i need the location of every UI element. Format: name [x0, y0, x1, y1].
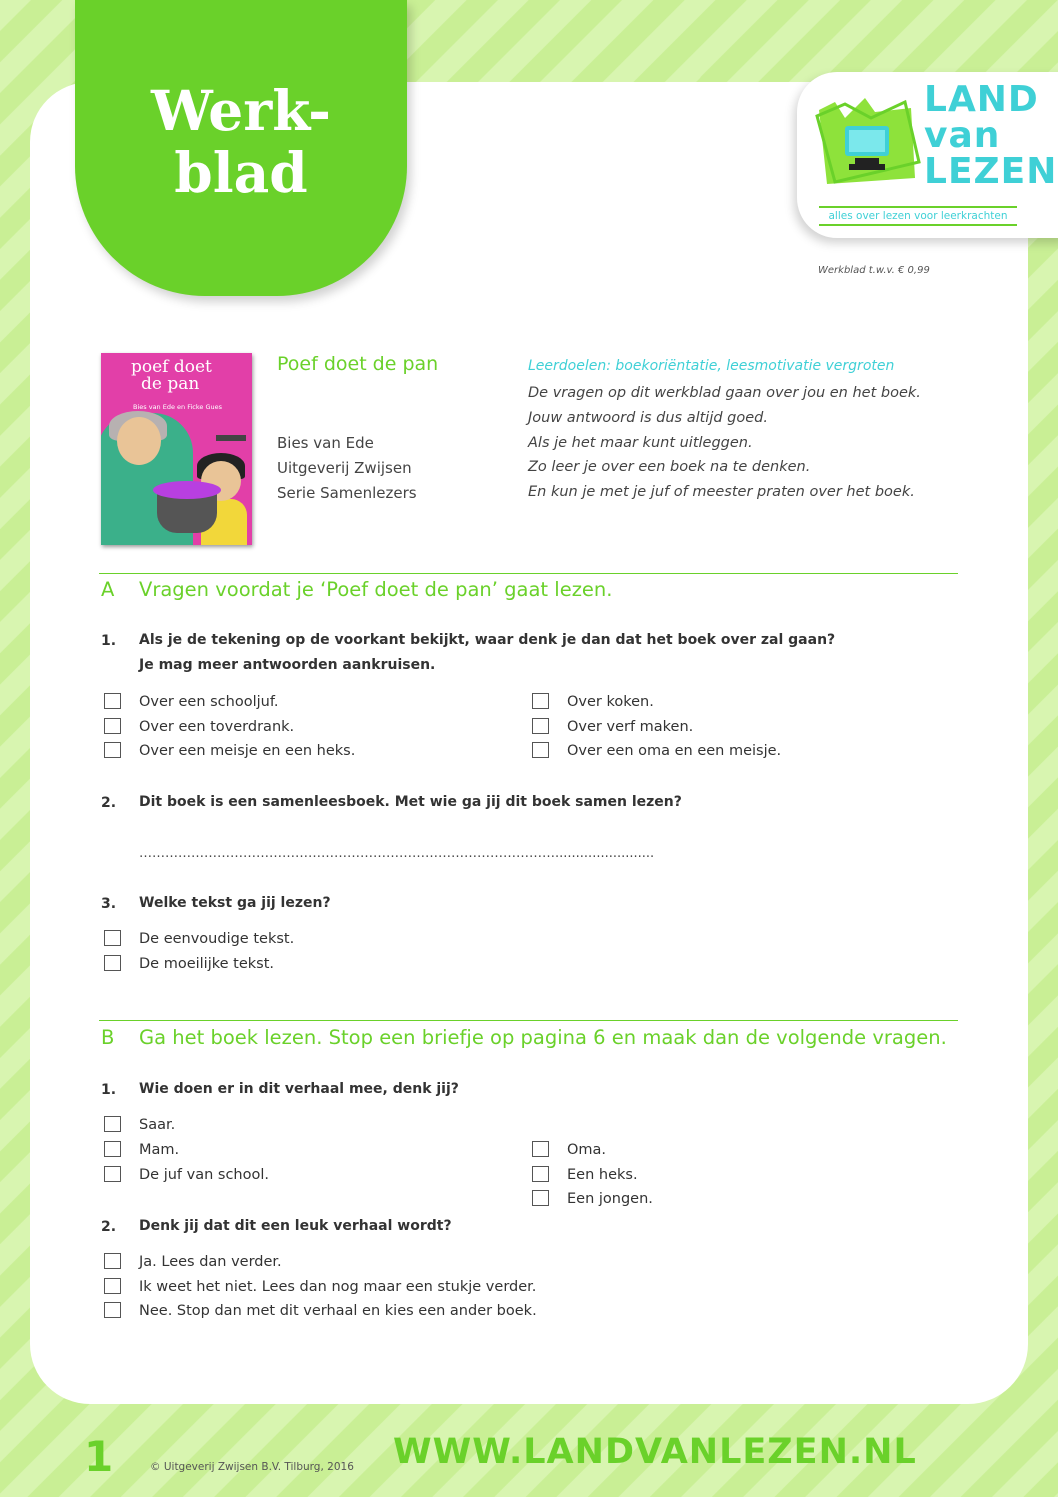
checkbox[interactable]: [104, 1253, 121, 1269]
book-title: Poef doet de pan: [277, 353, 439, 375]
question-text: [139, 628, 835, 678]
page-number: 1: [84, 1432, 114, 1481]
option-label: De eenvoudige tekst.: [139, 931, 295, 947]
option-label: Over een oma en een meisje.: [567, 743, 782, 759]
goals-line: Als je het maar kunt uitleggen.: [528, 434, 753, 451]
logo-tagline: alles over lezen voor leerkrachten: [819, 206, 1017, 226]
section-divider: [99, 1020, 958, 1021]
cover-label: [216, 435, 246, 441]
option-label: Mam.: [139, 1142, 180, 1158]
book-meta: [277, 431, 417, 506]
question-number: 1.: [101, 1082, 117, 1098]
goals-text: [528, 381, 921, 505]
goals-line: Zo leer je over een boek na te denken.: [528, 459, 811, 476]
checkbox[interactable]: [104, 1278, 121, 1294]
question-number: 2.: [101, 795, 117, 811]
checkbox[interactable]: [104, 930, 121, 946]
werkblad-tab: [75, 0, 407, 296]
section-divider: [99, 573, 958, 574]
option-label: Ja. Lees dan verder.: [139, 1254, 282, 1270]
section-b-letter: B: [101, 1026, 115, 1049]
option-label: Een jongen.: [567, 1191, 653, 1207]
checkbox[interactable]: [104, 1141, 121, 1157]
option-label: Nee. Stop dan met dit verhaal en kies een ander boek.: [139, 1303, 537, 1319]
option-label: Over verf maken.: [567, 719, 694, 735]
logo-line3: LEZEN: [924, 151, 1058, 192]
checkbox[interactable]: [532, 1190, 549, 1206]
werkblad-title: [75, 80, 407, 204]
question-number: 1.: [101, 633, 117, 649]
checkbox[interactable]: [104, 718, 121, 734]
option-label: Over een schooljuf.: [139, 694, 279, 710]
option-label: De juf van school.: [139, 1167, 269, 1183]
option-label: Over een toverdrank.: [139, 719, 295, 735]
section-a-title: [101, 578, 612, 601]
land-van-lezen-logo[interactable]: [797, 72, 1058, 238]
werkblad-title-line1: Werk-: [151, 78, 331, 143]
section-a-letter: A: [101, 578, 115, 601]
werkblad-title-line2: blad: [174, 140, 308, 205]
question-number: 2.: [101, 1219, 117, 1235]
option-label: Saar.: [139, 1117, 176, 1133]
section-b-title: [101, 1026, 947, 1049]
checkbox[interactable]: [104, 742, 121, 758]
checkbox[interactable]: [532, 693, 549, 709]
cover-title-line2: de pan: [141, 374, 200, 394]
checkbox[interactable]: [532, 718, 549, 734]
price-label: Werkblad t.w.v. € 0,99: [818, 265, 930, 276]
cover-potion: [153, 481, 221, 499]
book-publisher: Uitgeverij Zwijsen: [277, 459, 412, 477]
question-line: Als je de tekening op de voorkant bekijkt, waar denk je dan dat het boek over zal gaan?: [139, 632, 836, 648]
checkbox[interactable]: [532, 1141, 549, 1157]
checkbox[interactable]: [104, 1166, 121, 1182]
book-series: Serie Samenlezers: [277, 484, 417, 502]
logo-line2: van: [924, 115, 1001, 156]
goals-line: En kun je met je juf of meester praten over het boek.: [528, 484, 915, 501]
option-label: Over koken.: [567, 694, 654, 710]
option-label: Een heks.: [567, 1167, 638, 1183]
section-a-title-text: Vragen voordat je ‘Poef doet de pan’ gaat lezen.: [139, 578, 613, 601]
logo-line1: LAND: [924, 79, 1039, 120]
option-label: Oma.: [567, 1142, 607, 1158]
cover-title: [131, 359, 212, 393]
question-line: Je mag meer antwoorden aankruisen.: [139, 657, 436, 673]
section-b-title-text: Ga het boek lezen. Stop een briefje op pagina 6 en maak dan de volgende vragen.: [139, 1026, 947, 1049]
book-author: Bies van Ede: [277, 434, 374, 452]
cover-authors: Bies van Ede en Ficke Gues: [133, 403, 223, 411]
logo-text: [924, 79, 1058, 192]
goals-title: Leerdoelen: boekoriëntatie, leesmotivatie vergroten: [528, 358, 895, 374]
question-number: 3.: [101, 896, 117, 912]
goals-line: Jouw antwoord is dus altijd goed.: [528, 409, 768, 426]
question-text: Dit boek is een samenleesboek. Met wie ga jij dit boek samen lezen?: [139, 794, 682, 810]
checkbox[interactable]: [104, 1116, 121, 1132]
checkbox[interactable]: [104, 693, 121, 709]
option-label: Ik weet het niet. Lees dan nog maar een stukje verder.: [139, 1279, 537, 1295]
checkbox[interactable]: [104, 1302, 121, 1318]
goals-line: De vragen op dit werkblad gaan over jou en het boek.: [528, 385, 921, 401]
option-label: De moeilijke tekst.: [139, 956, 274, 972]
question-text: Welke tekst ga jij lezen?: [139, 895, 331, 911]
question-text: Wie doen er in dit verhaal mee, denk jij?: [139, 1081, 459, 1097]
book-cover-image: [101, 353, 252, 545]
copyright: © Uitgeverij Zwijsen B.V. Tilburg, 2016: [150, 1461, 354, 1473]
cover-grandma-head: [117, 417, 161, 465]
checkbox[interactable]: [532, 742, 549, 758]
checkbox[interactable]: [532, 1166, 549, 1182]
answer-line[interactable]: ……………………………………………………………………………………........................: [139, 846, 655, 861]
checkbox[interactable]: [104, 955, 121, 971]
tv-icon: [815, 92, 923, 188]
website-link[interactable]: WWW.LANDVANLEZEN.NL: [393, 1432, 917, 1472]
question-text: Denk jij dat dit een leuk verhaal wordt?: [139, 1218, 452, 1234]
cover-title-line1: poef doet: [131, 357, 212, 377]
option-label: Over een meisje en een heks.: [139, 743, 356, 759]
